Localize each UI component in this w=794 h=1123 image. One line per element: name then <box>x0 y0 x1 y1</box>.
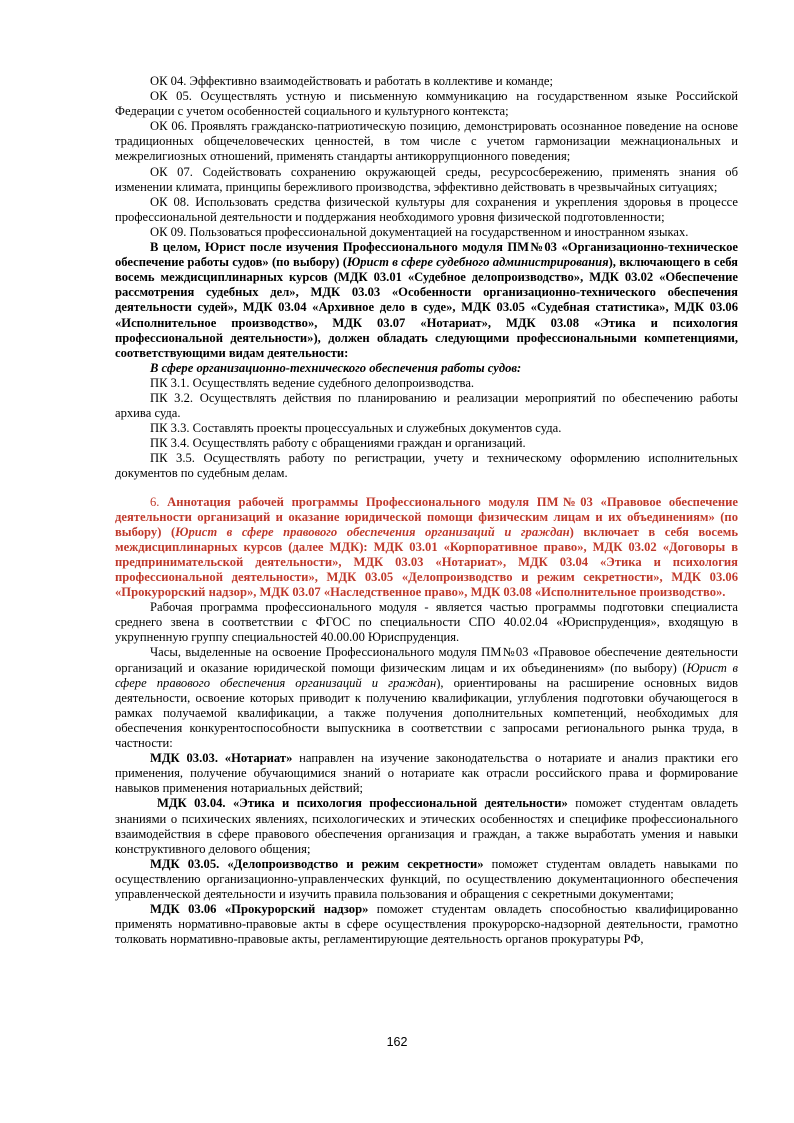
hours-italic: Юрист в сфере правового обеспечения организаций и граждан <box>115 660 738 690</box>
mdk-text: направлен на изучение законодательства о нотариате и анализ практики его применения, получение обучающимися знаний о нотариате как отрасли российского права и формирование навыков применения нотариальных действий; <box>115 751 738 796</box>
annotation-number: 6. <box>150 494 168 509</box>
pk-3-4: ПК 3.4. Осуществлять работу с обращениями граждан и организаций. <box>150 436 526 451</box>
annotation-heading <box>115 495 738 601</box>
mdk-title: МДК 03.03. «Нотариат» <box>150 751 293 766</box>
mdk-0306-paragraph <box>115 902 738 947</box>
mdk-text: поможет студентам овладеть знаниями о психических явлениях, психологических и этических особенностях и специфике профессионального взаимодействия в сфере правового обеспечения организация и граждан, а также выработать умения и навыки конструктивного делового общения; <box>115 796 738 856</box>
mdk-title: МДК 03.05. «Делопроизводство и режим секретности» <box>150 856 484 871</box>
pk-3-5: ПК 3.5. Осуществлять работу по регистрации, учету и техническому оформлению исполнительных документов по судебным делам. <box>115 451 738 481</box>
mdk-0305-paragraph <box>115 857 738 902</box>
mdk-title: МДК 03.06 «Прокурорский надзор» <box>150 902 369 917</box>
sphere-heading: В сфере организационно-технического обеспечения работы судов: <box>150 360 522 375</box>
ok-09: ОК 09. Пользоваться профессиональной документацией на государственном и иностранном языках. <box>150 224 689 239</box>
mdk-text: поможет студентам овладеть способностью квалифицированно применять нормативно-правовые акты в сфере осуществления прокурорско-надзорной деятельности, грамотно толковать нормативно-правовые акты, регламентирующие деятельность органов прокуратуры РФ, <box>115 902 738 947</box>
summary-part2: ), включающего в себя восемь междисциплинарных курсов (МДК 03.01 «Судебное делопроизводство», МДК 03.02 «Обеспечение рассмотрения судебных дел», МДК 03.03 «Особенности организационно-технического обеспечения деятельности судей», МДК 03.04 «Архивное дело в суде», МДК 03.05 «Судебная статистика», МДК 03.06 «Исполнительное производство», МДК 03.07 «Нотариат», МДК 03.08 «Этика и психология профессиональной деятельности»), должен обладать следующими профессиональными компетенциями, соответствующими видам деятельности: <box>115 255 738 360</box>
program-paragraph: Рабочая программа профессионального модуля - является частью программы подготовки специалиста среднего звена в соответствии с ФГОС по специальности СПО 40.02.04 «Юриспруденция», входящую в укрупненную группу специальностей 40.00.00 Юриспруденция. <box>115 600 738 645</box>
mdk-0303-paragraph <box>115 751 738 796</box>
page-number: 162 <box>386 1035 408 1049</box>
hours-part2: ), ориентированы на расширение основных видов деятельности, освоение которых приводит к получению квалификации, углубления подготовки обучающегося в рамках получаемой квалификации, а также получения дополнительных компетенций, необходимых для обеспечения конкурентоспособности выпускника в соответствии с запросами регионального рынка труда, в частности: <box>115 675 738 751</box>
pk-3-3: ПК 3.3. Составлять проекты процессуальных и служебных документов суда. <box>150 421 562 436</box>
annotation-part1: Аннотация рабочей программы Профессионального модуля ПМ№03 «Правовое обеспечение деятельности организаций и оказание юридической помощи физическим лицам и их объединениям» (по выбору) ( <box>115 494 738 539</box>
ok-05: ОК 05. Осуществлять устную и письменную коммуникацию на государственном языке Российской Федерации с учетом особенностей социального и культурного контекста; <box>115 89 738 119</box>
summary-part1: В целом, Юрист после изучения Профессионального модуля ПМ№03 «Организационно-техническое обеспечение работы судов» (по выбору) ( <box>115 240 738 270</box>
summary-italic: Юрист в сфере судебного администрирования <box>346 255 609 270</box>
page-content <box>115 74 738 947</box>
mdk-title: МДК 03.04. «Этика и психология профессиональной деятельности» <box>157 796 568 811</box>
hours-part1: Часы, выделенные на освоение Профессионального модуля ПМ№03 «Правовое обеспечение деятельности организаций и оказание юридической помощи физическим лицам и их объединениям» (по выбору) ( <box>115 645 738 675</box>
ok-06: ОК 06. Проявлять гражданско-патриотическую позицию, демонстрировать осознанное поведение на основе традиционных общечеловеческих ценностей, в том числе с учетом гармонизации межнациональных и межрелигиозных отношений, применять стандарты антикоррупционного поведения; <box>115 119 738 164</box>
mdk-0304-paragraph <box>115 796 738 856</box>
ok-08: ОК 08. Использовать средства физической культуры для сохранения и укрепления здоровья в процессе профессиональной деятельности и поддержания необходимого уровня физической подготовленности; <box>115 194 738 224</box>
annotation-italic: Юрист в сфере правового обеспечения организаций и граждан <box>175 524 570 539</box>
ok-07: ОК 07. Содействовать сохранению окружающей среды, ресурсосбережению, применять знания об изменении климата, принципы бережливого производства, эффективно действовать в чрезвычайных ситуациях; <box>115 164 738 194</box>
pk-3-2: ПК 3.2. Осуществлять действия по планированию и реализации мероприятий по обеспечению работы архива суда. <box>115 390 738 421</box>
ok-04: ОК 04. Эффективно взаимодействовать и работать в коллективе и команде; <box>150 74 554 88</box>
annotation-part2: ) включает в себя восемь междисциплинарных курсов (далее МДК): МДК 03.01 «Корпоративное право», МДК 03.02 «Договоры в предпринимательской деятельности», МДК 03.03 «Нотариат», МДК 03.04 «Этика и психология профессиональной деятельности», МДК 03.05 «Делопроизводство и режим секретности», МДК 03.06 «Прокурорский надзор», МДК 03.07 «Наследственное право», МДК 03.08 «Исполнительное производство». <box>115 524 738 600</box>
hours-paragraph <box>115 645 738 751</box>
pk-3-1: ПК 3.1. Осуществлять ведение судебного делопроизводства. <box>150 375 475 390</box>
competencies-summary <box>115 240 738 361</box>
mdk-text: поможет студентам овладеть навыками по осуществлению организационно-управленческих функций, по осуществлению документационного обеспечения управленческой деятельности и изучить правила пользования и обращения с секретными документами; <box>115 856 738 901</box>
section-gap <box>115 482 738 495</box>
